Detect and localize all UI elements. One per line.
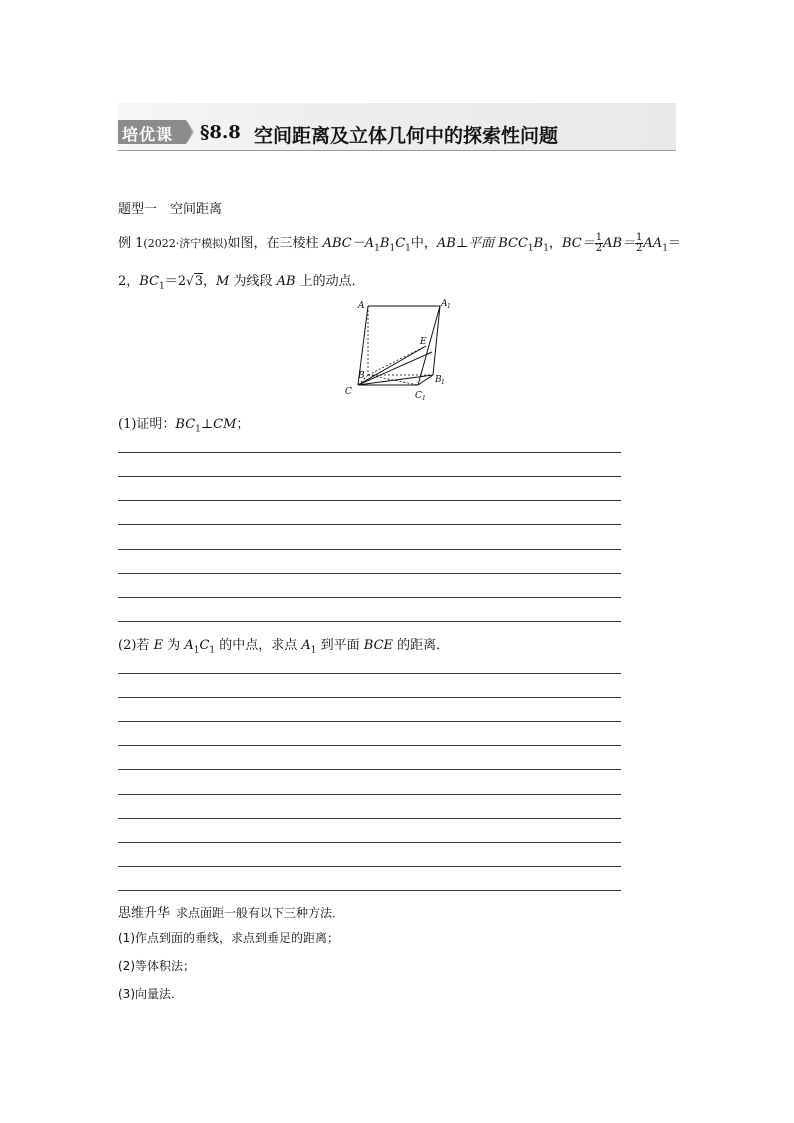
example-label: 例 1 <box>118 236 144 251</box>
answer-line[interactable] <box>118 866 621 867</box>
label-sub: 1 <box>441 379 445 386</box>
sub: 1 <box>389 243 396 254</box>
example-line-2 <box>118 270 365 292</box>
text: 2， <box>118 274 140 289</box>
frac-den: 2 <box>636 243 643 254</box>
text: 到平面 <box>316 638 364 653</box>
eq-bc: BC＝ <box>561 236 595 251</box>
answer-line[interactable] <box>118 476 621 477</box>
answer-line[interactable] <box>118 769 621 770</box>
text: ， <box>202 274 216 289</box>
perp-text: AB⊥平面 <box>436 236 499 251</box>
label-sub: 1 <box>447 303 451 310</box>
answer-line[interactable] <box>118 452 621 453</box>
frac-num: 1 <box>636 232 643 243</box>
answer-line[interactable] <box>118 673 621 674</box>
sub: 1 <box>405 243 411 254</box>
sub: 1 <box>193 645 200 656</box>
plane-b1: B <box>533 236 544 251</box>
fraction-half <box>595 233 603 254</box>
plane-bce: BCE <box>363 638 394 653</box>
sub: 1 <box>527 243 534 254</box>
question-2 <box>118 634 449 656</box>
text: 为 <box>163 638 185 653</box>
summary-intro: 求点面距一般有以下三种方法． <box>176 906 345 920</box>
text: 的距离． <box>393 638 450 653</box>
label-c1: C <box>415 391 422 401</box>
eq2: ＝2 <box>164 274 187 289</box>
sub: 1 <box>374 243 380 254</box>
q2-prefix: (2)若 <box>118 638 154 653</box>
answer-line[interactable] <box>118 818 621 819</box>
prism-figure <box>340 296 455 402</box>
answer-line[interactable] <box>118 697 621 698</box>
frac-den: 2 <box>595 243 603 254</box>
text: 的中点，求点 <box>215 638 302 653</box>
perp-symbol: ⊥ <box>200 417 214 432</box>
segment-ab: AB <box>276 274 296 289</box>
answer-line[interactable] <box>118 621 621 622</box>
q1-end: ； <box>236 417 250 432</box>
summary-item-2: (2)等体积法； <box>118 959 195 973</box>
answer-line[interactable] <box>118 794 621 795</box>
label-a1: A <box>441 299 448 309</box>
summary-heading: 思维升华 <box>118 906 171 921</box>
sub: 1 <box>195 424 201 435</box>
q1-prefix: (1)证明： <box>118 417 176 432</box>
example-source: (2022·济宁模拟) <box>143 237 228 250</box>
seg-c: C <box>199 638 210 653</box>
prism-b1: B <box>379 236 390 251</box>
example-text: 中， <box>410 236 437 251</box>
sub: 1 <box>543 243 549 254</box>
summary-intro-line <box>118 902 344 921</box>
answer-line[interactable] <box>118 524 621 525</box>
point-m: M <box>216 274 230 289</box>
bc1: BC <box>139 274 160 289</box>
sub: 1 <box>209 645 216 656</box>
q1-expr-a: BC <box>175 417 196 432</box>
eq-aa: AA <box>643 236 663 251</box>
eq-ab: AB＝ <box>603 236 636 251</box>
label-b: B <box>358 371 365 381</box>
summary-item-3: (3)向量法. <box>118 987 175 1001</box>
prism-name: ABC－A <box>322 236 375 251</box>
eq-end: ＝ <box>667 236 681 251</box>
frac-num: 1 <box>595 232 603 243</box>
sqrt-value: 3 <box>194 274 203 289</box>
example-line-1: 例 1(2022·济宁模拟)如图，在三棱柱 $ABC-A_1B_1C_1$中，AB⊥平面 $BCC_1B_1$，BC＝ $\frac{1}{2}$ AB＝ $\frac{1}{2}$ $AA_1=$ <box>118 232 681 254</box>
sub: 1 <box>662 243 668 254</box>
answer-line[interactable] <box>118 500 621 501</box>
example-text: 如图，在三棱柱 <box>227 236 323 251</box>
answer-line[interactable] <box>118 842 621 843</box>
answer-line[interactable] <box>118 745 621 746</box>
summary-item-1: (1)作点到面的垂线，求点到垂足的距离； <box>118 931 339 945</box>
badge-label: 培优课 <box>122 125 174 144</box>
label-e: E <box>420 337 427 347</box>
page-title: 空间距离及立体几何中的探索性问题 <box>254 125 559 147</box>
header-divider <box>118 150 676 151</box>
question-1 <box>118 413 249 435</box>
plane-name: BCC <box>498 236 528 251</box>
point-a1: A <box>301 638 311 653</box>
answer-line[interactable] <box>118 573 621 574</box>
q1-expr-b: CM <box>213 417 237 432</box>
answer-line[interactable] <box>118 549 621 550</box>
sqrt-sign: √ <box>186 274 194 288</box>
point-e: E <box>153 638 164 653</box>
text: 为线段 <box>229 274 277 289</box>
sub: 1 <box>310 645 317 656</box>
label-a: A <box>358 301 365 311</box>
label-b1: B <box>435 375 442 385</box>
seg-a: A <box>184 638 194 653</box>
text: 上的动点． <box>295 274 365 289</box>
topic-heading: 题型一 空间距离 <box>118 202 223 217</box>
section-number: §8.8 <box>200 122 241 143</box>
sub: 1 <box>159 281 165 292</box>
answer-line[interactable] <box>118 721 621 722</box>
label-sub: 1 <box>422 395 426 402</box>
label-c: C <box>345 387 352 397</box>
answer-line[interactable] <box>118 890 621 891</box>
answer-line[interactable] <box>118 597 621 598</box>
prism-c1: C <box>395 236 406 251</box>
